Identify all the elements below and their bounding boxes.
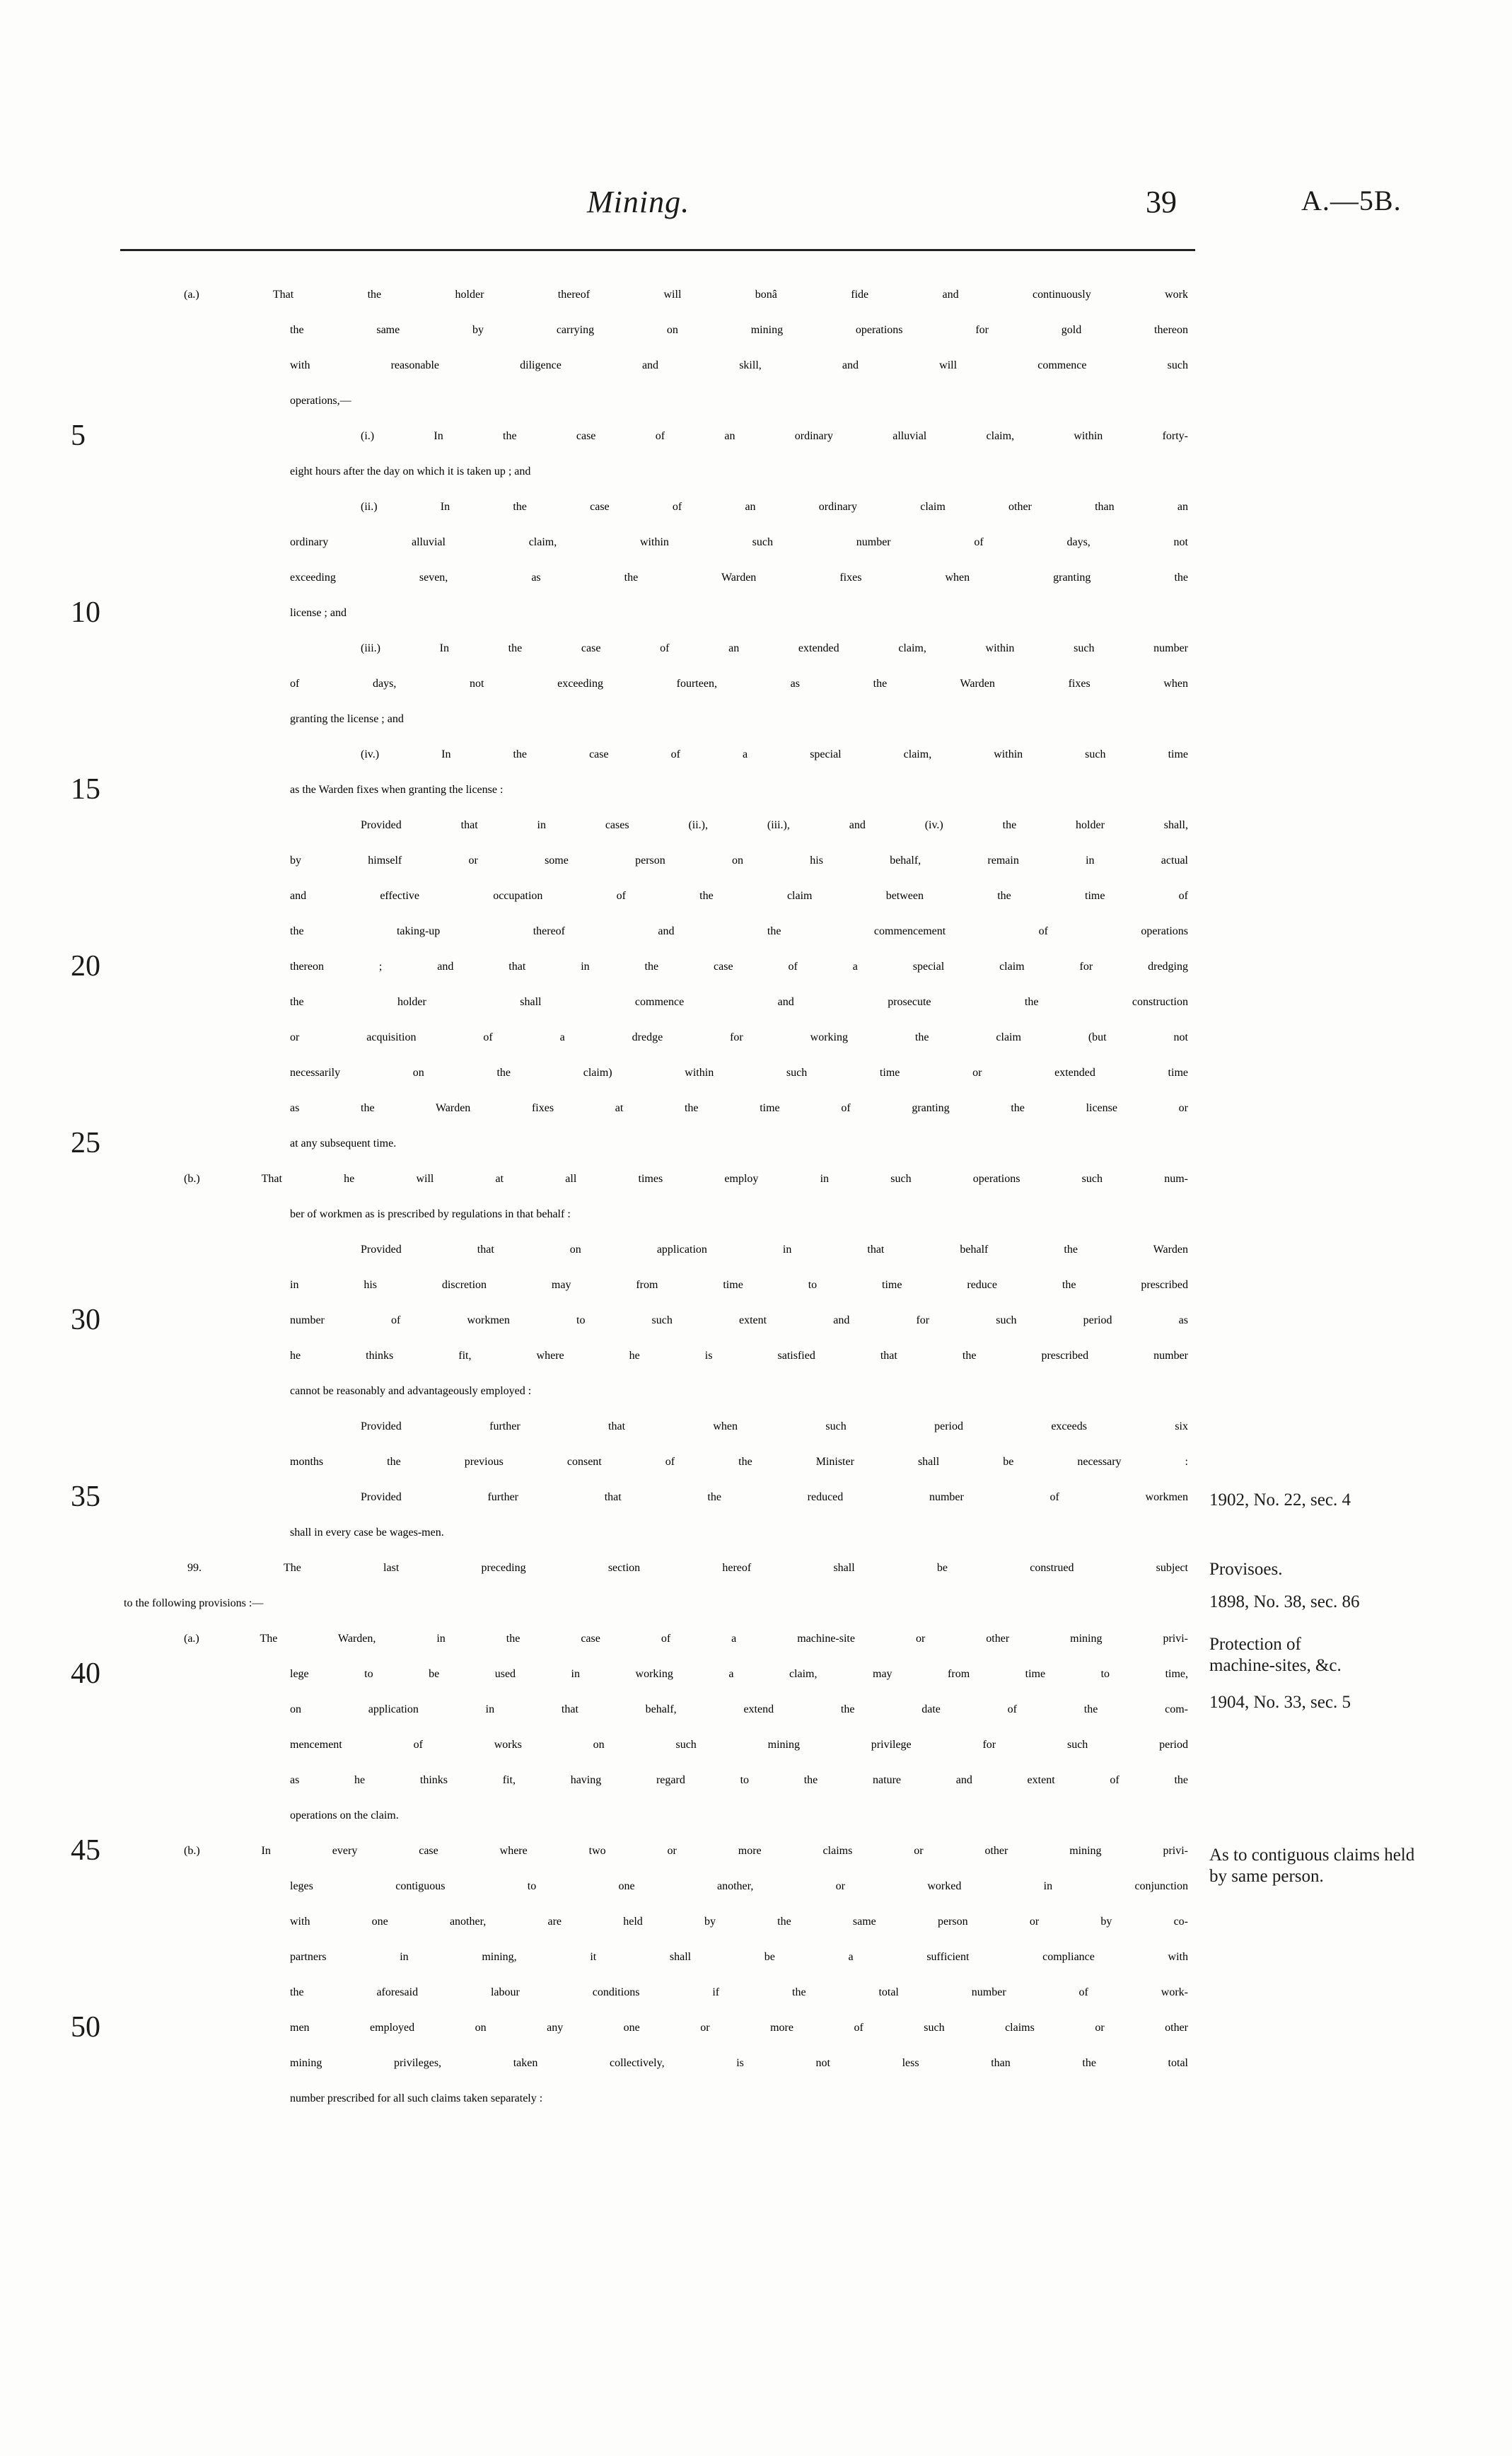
text-line: granting the license ; and <box>290 713 404 725</box>
header-rule <box>120 249 1195 251</box>
text-line: operations on the claim. <box>290 1809 399 1821</box>
text-line: he thinks fit, where he is satisfied that the prescribed number <box>290 1350 1188 1362</box>
text-line: partners in mining, it shall be a sufficient compliance with <box>290 1951 1188 1963</box>
line-number: 20 <box>71 950 100 983</box>
text-line: thereon ; and that in the case of a special claim for dredging <box>290 961 1188 973</box>
text-line: (i.) In the case of an ordinary alluvial claim, within forty- <box>361 430 1188 442</box>
margin-note: As to contiguous claims held by same person. <box>1209 1846 1415 1886</box>
line-number: 45 <box>71 1834 100 1867</box>
line-number: 15 <box>71 773 100 806</box>
line-number: 50 <box>71 2011 100 2044</box>
text-line: eight hours after the day on which it is taken up ; and <box>290 465 531 477</box>
text-line: operations,— <box>290 395 351 407</box>
text-line: of days, not exceeding fourteen, as the Warden fixes when <box>290 678 1188 690</box>
line-number: 30 <box>71 1304 100 1336</box>
text-line: number prescribed for all such claims taken separately : <box>290 2092 543 2104</box>
text-line: Provided that on application in that behalf the Warden <box>361 1244 1188 1256</box>
text-line: Provided that in cases (ii.), (iii.), and (iv.) the holder shall, <box>361 819 1188 831</box>
margin-note: Protection of machine-sites, &c. <box>1209 1635 1342 1675</box>
text-line: license ; and <box>290 607 347 619</box>
text-line: on application in that behalf, extend the date of the com- <box>290 1703 1188 1715</box>
text-line: shall in every case be wages-men. <box>290 1527 444 1539</box>
margin-note: 1904, No. 33, sec. 5 <box>1209 1693 1351 1712</box>
page-number: 39 <box>1146 185 1177 219</box>
text-line: months the previous consent of the Minister shall be necessary : <box>290 1456 1188 1468</box>
margin-note: Provisoes. <box>1209 1560 1283 1579</box>
paper-reference: A.—5B. <box>1301 185 1402 216</box>
text-line: to the following provisions :— <box>124 1597 264 1609</box>
text-line: Provided further that the reduced number of workmen <box>361 1491 1188 1503</box>
line-number: 35 <box>71 1481 100 1513</box>
text-line: the holder shall commence and prosecute the construction <box>290 996 1188 1008</box>
margin-note: 1902, No. 22, sec. 4 <box>1209 1490 1351 1510</box>
line-number: 25 <box>71 1127 100 1159</box>
text-line: as the Warden fixes at the time of granting the license or <box>290 1102 1188 1114</box>
text-line: 99. The last preceding section hereof shall be construed subject <box>187 1562 1188 1574</box>
text-line: the same by carrying on mining operations for gold thereon <box>290 324 1188 336</box>
text-line: the aforesaid labour conditions if the total number of work- <box>290 1986 1188 1998</box>
text-line: cannot be reasonably and advantageously employed : <box>290 1385 532 1397</box>
text-line: (a.) The Warden, in the case of a machine-site or other mining privi- <box>184 1633 1188 1645</box>
page-header <box>0 184 1512 233</box>
text-line: Provided further that when such period exceeds six <box>361 1420 1188 1432</box>
text-line: (iv.) In the case of a special claim, within such time <box>361 748 1188 760</box>
line-number: 40 <box>71 1657 100 1690</box>
text-line: necessarily on the claim) within such time or extended time <box>290 1067 1188 1079</box>
running-title: Mining. <box>587 185 690 219</box>
text-line: at any subsequent time. <box>290 1137 397 1149</box>
text-line: ordinary alluvial claim, within such number of days, not <box>290 536 1188 548</box>
text-line: in his discretion may from time to time reduce the prescribed <box>290 1279 1188 1291</box>
text-line: by himself or some person on his behalf, remain in actual <box>290 855 1188 867</box>
text-line: men employed on any one or more of such claims or other <box>290 2022 1188 2034</box>
text-line: the taking-up thereof and the commencement of operations <box>290 925 1188 937</box>
text-line: (a.) That the holder thereof will bonâ fide and continuously work <box>184 289 1188 301</box>
text-line: and effective occupation of the claim between the time of <box>290 890 1188 902</box>
line-number: 10 <box>71 596 100 629</box>
text-line: with reasonable diligence and skill, and will commence such <box>290 359 1188 371</box>
margin-note: 1898, No. 38, sec. 86 <box>1209 1592 1360 1611</box>
text-line: (ii.) In the case of an ordinary claim other than an <box>361 501 1188 513</box>
line-number: 5 <box>71 419 86 452</box>
text-line: exceeding seven, as the Warden fixes when granting the <box>290 572 1188 584</box>
text-line: ber of workmen as is prescribed by regulations in that behalf : <box>290 1208 571 1220</box>
text-line: as he thinks fit, having regard to the nature and extent of the <box>290 1774 1188 1786</box>
text-line: (iii.) In the case of an extended claim, within such number <box>361 642 1188 654</box>
text-line: mencement of works on such mining privilege for such period <box>290 1739 1188 1751</box>
text-line: as the Warden fixes when granting the license : <box>290 784 504 796</box>
text-line: leges contiguous to one another, or worked in conjunction <box>290 1880 1188 1892</box>
text-line: (b.) That he will at all times employ in such operations such num- <box>184 1173 1188 1185</box>
text-line: with one another, are held by the same person or by co- <box>290 1916 1188 1928</box>
text-line: or acquisition of a dredge for working the claim (but not <box>290 1031 1188 1043</box>
text-line: mining privileges, taken collectively, is not less than the total <box>290 2057 1188 2069</box>
text-line: (b.) In every case where two or more claims or other mining privi- <box>184 1845 1188 1857</box>
text-line: lege to be used in working a claim, may from time to time, <box>290 1668 1188 1680</box>
text-line: number of workmen to such extent and for such period as <box>290 1314 1188 1326</box>
